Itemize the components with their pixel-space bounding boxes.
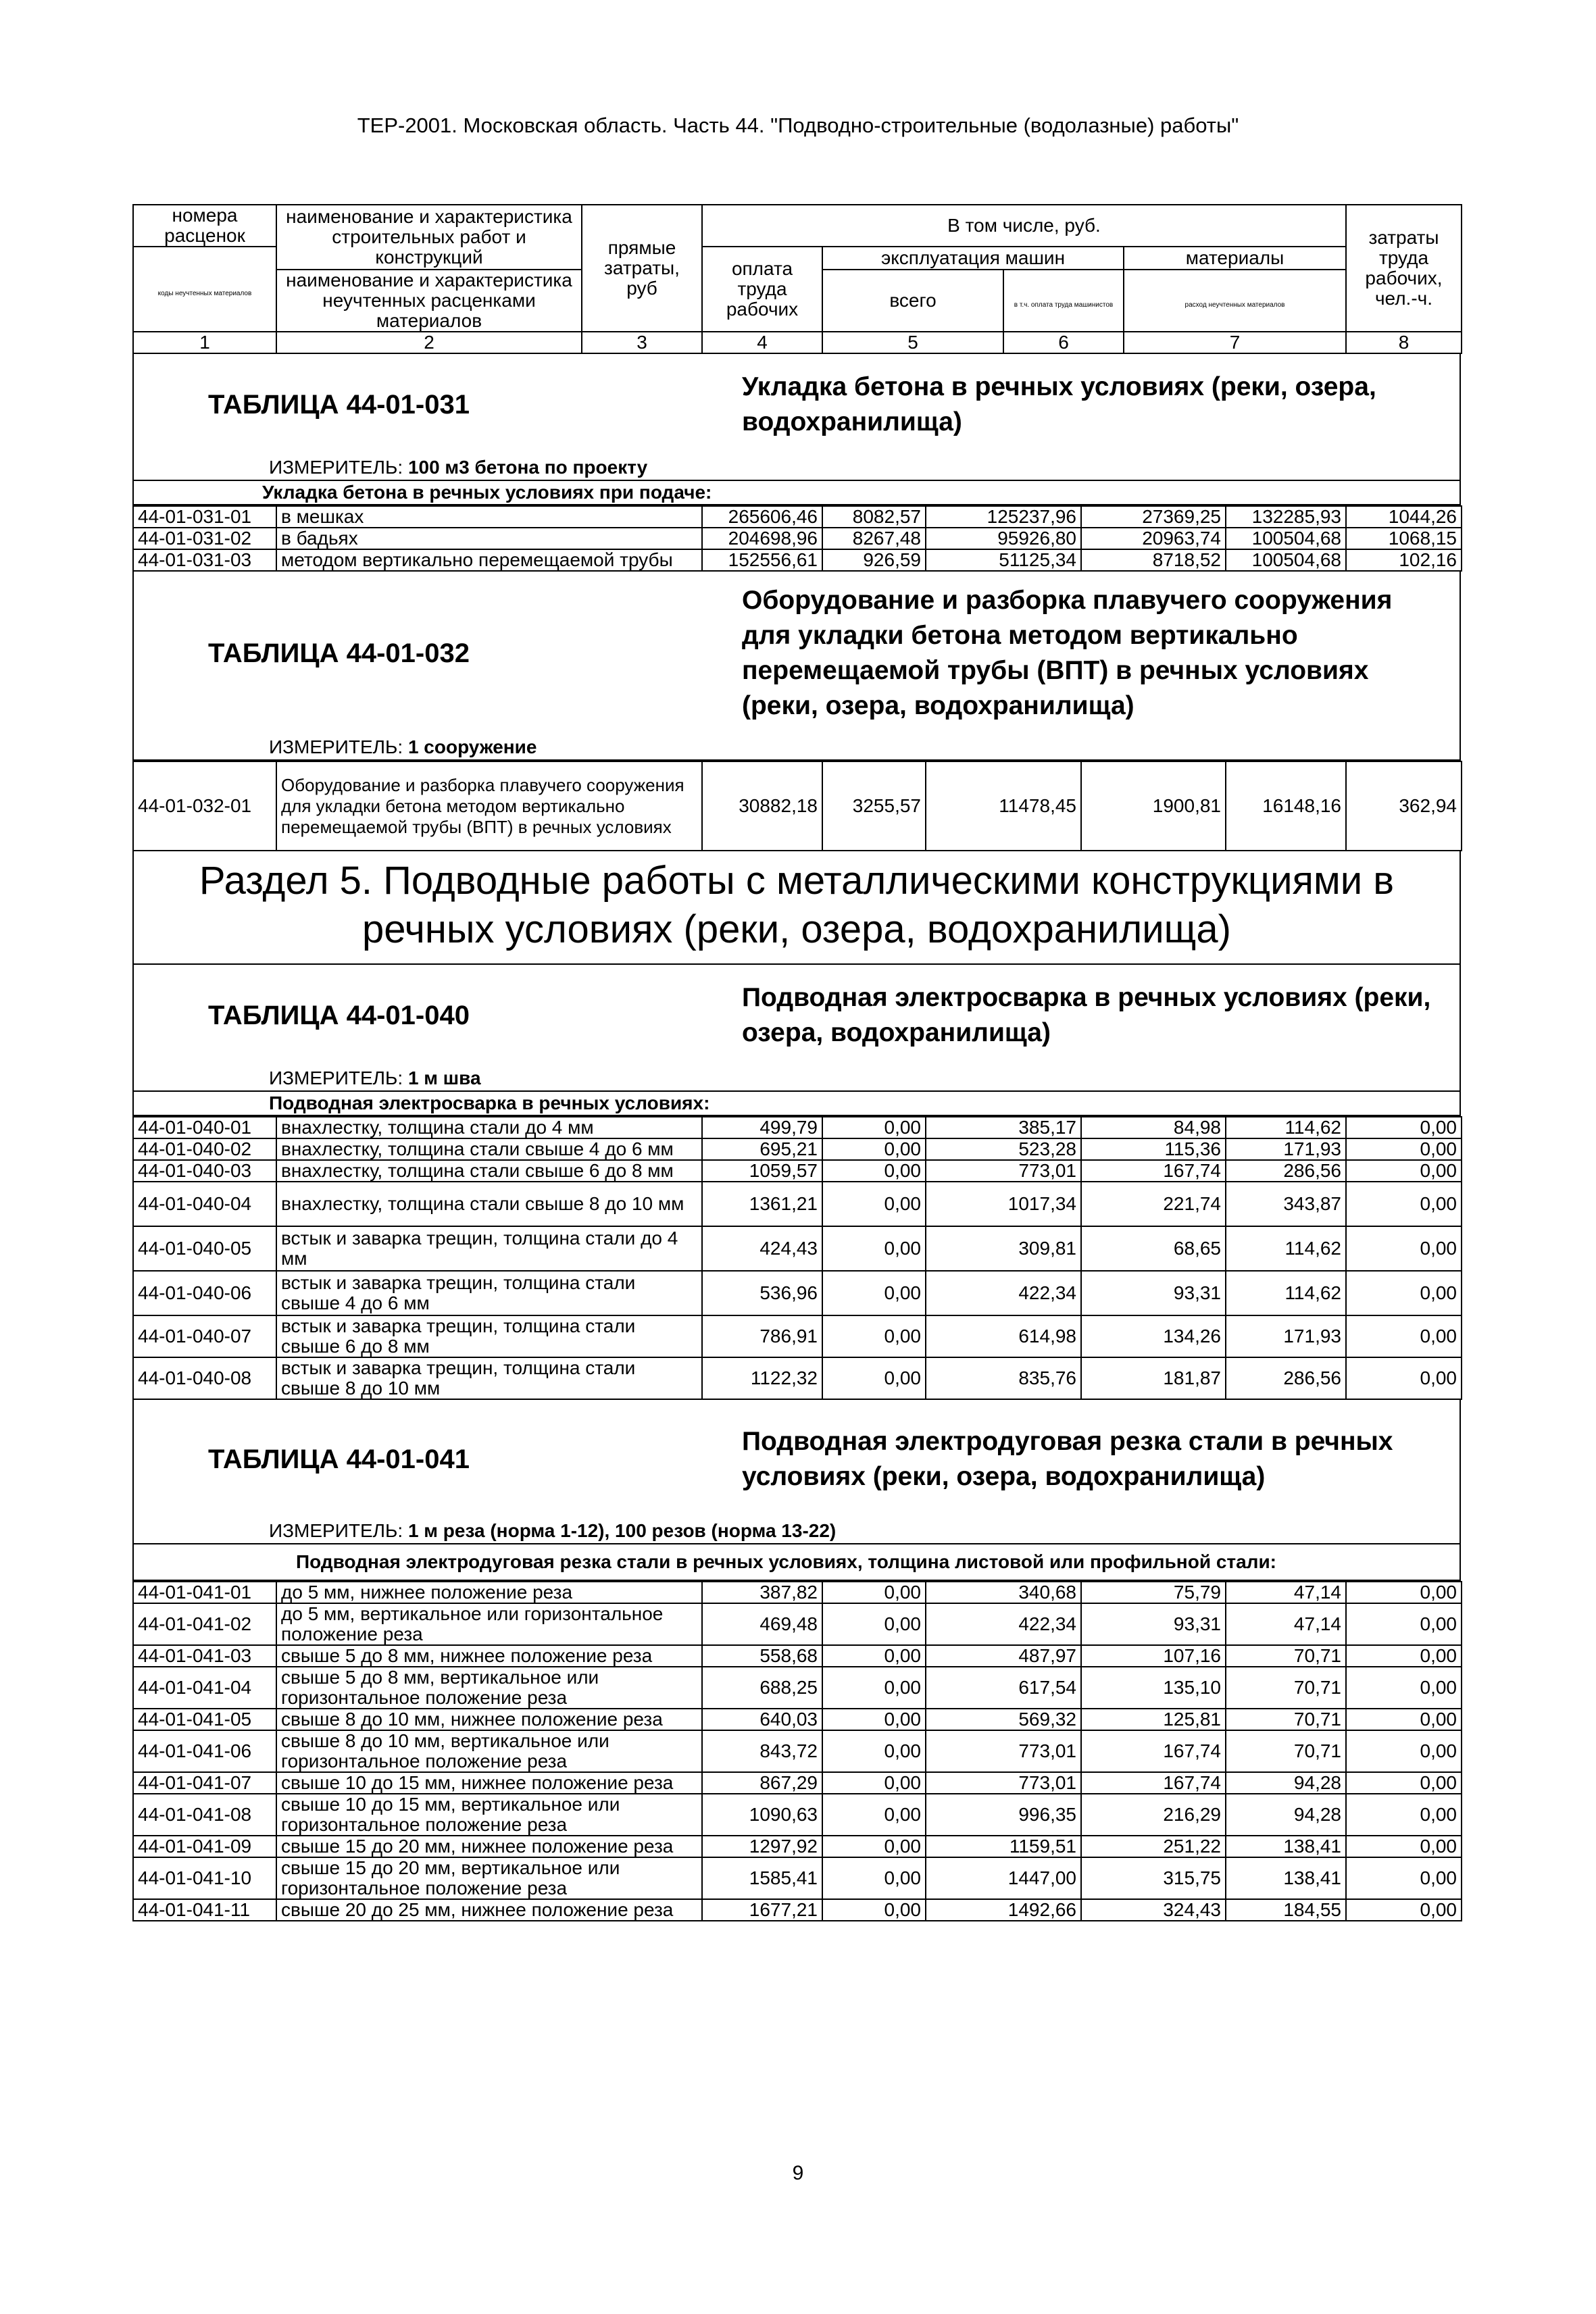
value-c8: 0,00 — [1346, 1857, 1462, 1899]
work-name: свыше 8 до 10 мм, вертикальное или горизонтальное положение реза — [276, 1730, 702, 1772]
table-code: ТАБЛИЦА 44-01-032 — [208, 638, 470, 668]
value-c8: 0,00 — [1346, 1357, 1462, 1399]
header-col4: оплата труда рабочих — [702, 247, 822, 332]
value-c6: 125,81 — [1081, 1709, 1226, 1730]
rate-code: 44-01-040-07 — [133, 1315, 276, 1357]
table-name: Подводная электросварка в речных условиях (реки, озера, водохранилища) — [742, 983, 1431, 1047]
value-c4: 0,00 — [822, 1645, 926, 1667]
value-c5: 1447,00 — [926, 1857, 1081, 1899]
table-row — [133, 549, 1462, 571]
work-name: свыше 5 до 8 мм, нижнее положение реза — [276, 1645, 702, 1667]
value-c4: 0,00 — [822, 1271, 926, 1315]
value-c6: 93,31 — [1081, 1603, 1226, 1645]
value-c5: 422,34 — [926, 1271, 1081, 1315]
value-c4: 0,00 — [822, 1772, 926, 1794]
header-machines: эксплуатация машин — [822, 247, 1124, 270]
value-c4: 0,00 — [822, 1160, 926, 1182]
value-c3: 1122,32 — [702, 1357, 822, 1399]
subheader: Подводная электросварка в речных условиях: — [134, 1090, 1460, 1115]
value-c8: 0,00 — [1346, 1603, 1462, 1645]
work-name: внахлестку, толщина стали свыше 6 до 8 мм — [276, 1160, 702, 1182]
header-col1-top: номера расценок — [133, 205, 276, 247]
col-num-7: 7 — [1124, 332, 1346, 353]
value-c3: 387,82 — [702, 1582, 822, 1603]
table-row — [133, 1271, 1462, 1315]
value-c7: 138,41 — [1226, 1857, 1346, 1899]
value-c3: 469,48 — [702, 1603, 822, 1645]
rows-44-01-041 — [132, 1581, 1462, 1921]
value-c4: 0,00 — [822, 1226, 926, 1271]
unit-label: ИЗМЕРИТЕЛЬ: — [269, 457, 403, 478]
table-code: ТАБЛИЦА 44-01-040 — [208, 1000, 470, 1030]
table-row — [133, 1667, 1462, 1709]
value-c4: 0,00 — [822, 1794, 926, 1836]
value-c7: 100504,68 — [1226, 528, 1346, 549]
unit-label: ИЗМЕРИТЕЛЬ: — [269, 1520, 403, 1541]
work-name: внахлестку, толщина стали свыше 8 до 10 мм — [276, 1182, 702, 1226]
value-c6: 115,36 — [1081, 1138, 1226, 1160]
table-name: Оборудование и разборка плавучего сооружения для укладки бетона методом вертикально перемещаемой трубы (ВПТ) в речных условиях (реки, озера, водохранилища) — [742, 586, 1393, 720]
value-c6: 20963,74 — [1081, 528, 1226, 549]
section-title: Раздел 5. Подводные работы с металлическими конструкциями в речных условиях (реки, озера, водохранилища) — [199, 859, 1395, 951]
header-col3: прямые затраты, руб — [582, 205, 702, 332]
value-c3: 1361,21 — [702, 1182, 822, 1226]
table-row — [133, 1794, 1462, 1836]
value-c3: 843,72 — [702, 1730, 822, 1772]
unit-line — [134, 1519, 1460, 1543]
page-header: ТЕР-2001. Московская область. Часть 44. "Подводно-строительные (водолазные) работы" — [357, 114, 1239, 137]
rate-code: 44-01-040-02 — [133, 1138, 276, 1160]
table-row — [133, 528, 1462, 549]
unit-value: 1 м шва — [407, 1067, 481, 1088]
work-name: внахлестку, толщина стали свыше 4 до 6 мм — [276, 1138, 702, 1160]
unit-label: ИЗМЕРИТЕЛЬ: — [269, 736, 403, 757]
value-c6: 75,79 — [1081, 1582, 1226, 1603]
table-row — [133, 1160, 1462, 1182]
table-row — [133, 1709, 1462, 1730]
value-c3: 1059,57 — [702, 1160, 822, 1182]
unit-line — [134, 735, 1460, 759]
value-c8: 0,00 — [1346, 1160, 1462, 1182]
value-c3: 695,21 — [702, 1138, 822, 1160]
value-c8: 0,00 — [1346, 1226, 1462, 1271]
value-c7: 70,71 — [1226, 1667, 1346, 1709]
column-header — [132, 204, 1462, 354]
value-c5: 422,34 — [926, 1603, 1081, 1645]
work-name: свыше 15 до 20 мм, вертикальное или горизонтальное положение реза — [276, 1857, 702, 1899]
table-row — [133, 1603, 1462, 1645]
value-c7: 70,71 — [1226, 1730, 1346, 1772]
col-num-2: 2 — [276, 332, 582, 353]
value-c5: 340,68 — [926, 1582, 1081, 1603]
work-name: в бадьях — [276, 528, 702, 549]
col-num-4: 4 — [702, 332, 822, 353]
value-c6: 315,75 — [1081, 1857, 1226, 1899]
table-code: ТАБЛИЦА 44-01-041 — [208, 1444, 470, 1474]
rate-code: 44-01-040-01 — [133, 1117, 276, 1138]
rate-code: 44-01-041-11 — [133, 1899, 276, 1921]
value-c7: 47,14 — [1226, 1582, 1346, 1603]
table-44-01-040 — [132, 965, 1461, 1116]
rate-code: 44-01-041-05 — [133, 1709, 276, 1730]
price-sheet — [132, 204, 1461, 1921]
value-c5: 569,32 — [926, 1709, 1081, 1730]
rate-code: 44-01-041-07 — [133, 1772, 276, 1794]
value-c7: 138,41 — [1226, 1836, 1346, 1857]
value-c3: 152556,61 — [702, 549, 822, 571]
table-row — [133, 1182, 1462, 1226]
rate-code: 44-01-031-01 — [133, 506, 276, 528]
value-c3: 867,29 — [702, 1772, 822, 1794]
value-c6: 167,74 — [1081, 1772, 1226, 1794]
value-c4: 0,00 — [822, 1857, 926, 1899]
value-c6: 68,65 — [1081, 1226, 1226, 1271]
value-c3: 204698,96 — [702, 528, 822, 549]
value-c3: 558,68 — [702, 1645, 822, 1667]
value-c4: 0,00 — [822, 1315, 926, 1357]
rate-code: 44-01-041-03 — [133, 1645, 276, 1667]
table-row — [133, 1857, 1462, 1899]
col-num-3: 3 — [582, 332, 702, 353]
table-code: ТАБЛИЦА 44-01-031 — [208, 389, 470, 420]
rate-code: 44-01-041-09 — [133, 1836, 276, 1857]
rate-code: 44-01-041-08 — [133, 1794, 276, 1836]
rate-code: 44-01-041-01 — [133, 1582, 276, 1603]
value-c6: 251,22 — [1081, 1836, 1226, 1857]
value-c3: 688,25 — [702, 1667, 822, 1709]
value-c5: 617,54 — [926, 1667, 1081, 1709]
header-col5: всего — [822, 270, 1003, 332]
table-row — [133, 506, 1462, 528]
rate-code: 44-01-040-06 — [133, 1271, 276, 1315]
value-c7: 114,62 — [1226, 1271, 1346, 1315]
col-num-8: 8 — [1346, 332, 1462, 353]
value-c5: 125237,96 — [926, 506, 1081, 528]
work-name: свыше 15 до 20 мм, нижнее положение реза — [276, 1836, 702, 1857]
page-number: 9 — [792, 2162, 804, 2184]
value-c3: 640,03 — [702, 1709, 822, 1730]
value-c3: 786,91 — [702, 1315, 822, 1357]
work-name: в мешках — [276, 506, 702, 528]
rate-code: 44-01-040-03 — [133, 1160, 276, 1182]
table-row — [133, 1315, 1462, 1357]
value-c3: 1677,21 — [702, 1899, 822, 1921]
value-c6: 167,74 — [1081, 1160, 1226, 1182]
value-c6: 167,74 — [1081, 1730, 1226, 1772]
table-row — [133, 1645, 1462, 1667]
value-c7: 100504,68 — [1226, 549, 1346, 571]
work-name: встык и заварка трещин, толщина стали свыше 6 до 8 мм — [276, 1315, 702, 1357]
value-c5: 487,97 — [926, 1645, 1081, 1667]
value-c8: 0,00 — [1346, 1772, 1462, 1794]
subheader: Укладка бетона в речных условиях при подаче: — [134, 480, 1460, 504]
work-name: встык и заварка трещин, толщина стали свыше 4 до 6 мм — [276, 1271, 702, 1315]
value-c7: 171,93 — [1226, 1315, 1346, 1357]
value-c6: 134,26 — [1081, 1315, 1226, 1357]
value-c5: 835,76 — [926, 1357, 1081, 1399]
value-c4: 0,00 — [822, 1117, 926, 1138]
table-44-01-032 — [132, 572, 1461, 761]
unit-line — [134, 1066, 1460, 1090]
value-c6: 221,74 — [1081, 1182, 1226, 1226]
col-num-1: 1 — [133, 332, 276, 353]
value-c8: 0,00 — [1346, 1582, 1462, 1603]
value-c6: 216,29 — [1081, 1794, 1226, 1836]
value-c4: 8082,57 — [822, 506, 926, 528]
value-c5: 523,28 — [926, 1138, 1081, 1160]
value-c8: 0,00 — [1346, 1794, 1462, 1836]
table-row — [133, 1117, 1462, 1138]
value-c4: 0,00 — [822, 1182, 926, 1226]
value-c6: 8718,52 — [1081, 549, 1226, 571]
header-materials: материалы — [1124, 247, 1346, 270]
work-name: внахлестку, толщина стали до 4 мм — [276, 1117, 702, 1138]
value-c6: 84,98 — [1081, 1117, 1226, 1138]
value-c3: 1090,63 — [702, 1794, 822, 1836]
value-c7: 47,14 — [1226, 1603, 1346, 1645]
value-c4: 3255,57 — [822, 761, 926, 851]
table-row — [133, 1138, 1462, 1160]
work-name: свыше 20 до 25 мм, нижнее положение реза — [276, 1899, 702, 1921]
value-c8: 0,00 — [1346, 1645, 1462, 1667]
value-c5: 773,01 — [926, 1730, 1081, 1772]
value-c7: 132285,93 — [1226, 506, 1346, 528]
value-c8: 0,00 — [1346, 1138, 1462, 1160]
value-c8: 0,00 — [1346, 1667, 1462, 1709]
value-c7: 286,56 — [1226, 1357, 1346, 1399]
value-c8: 1068,15 — [1346, 528, 1462, 549]
value-c7: 184,55 — [1226, 1899, 1346, 1921]
rate-code: 44-01-041-04 — [133, 1667, 276, 1709]
value-c4: 0,00 — [822, 1899, 926, 1921]
value-c7: 16148,16 — [1226, 761, 1346, 851]
col-num-6: 6 — [1003, 332, 1124, 353]
value-c6: 1900,81 — [1081, 761, 1226, 851]
value-c8: 0,00 — [1346, 1271, 1462, 1315]
value-c8: 0,00 — [1346, 1730, 1462, 1772]
value-c4: 926,59 — [822, 549, 926, 571]
value-c7: 114,62 — [1226, 1117, 1346, 1138]
value-c3: 499,79 — [702, 1117, 822, 1138]
table-name: Подводная электродуговая резка стали в речных условиях (реки, озера, водохранилища) — [742, 1427, 1393, 1491]
rate-code: 44-01-040-04 — [133, 1182, 276, 1226]
value-c6: 135,10 — [1081, 1667, 1226, 1709]
value-c5: 1159,51 — [926, 1836, 1081, 1857]
value-c4: 0,00 — [822, 1582, 926, 1603]
unit-value: 100 м3 бетона по проекту — [407, 457, 648, 478]
value-c7: 70,71 — [1226, 1709, 1346, 1730]
table-row — [133, 1357, 1462, 1399]
value-c8: 0,00 — [1346, 1315, 1462, 1357]
work-name: свыше 10 до 15 мм, вертикальное или горизонтальное положение реза — [276, 1794, 702, 1836]
rows-44-01-032 — [132, 761, 1462, 851]
value-c8: 0,00 — [1346, 1117, 1462, 1138]
value-c7: 286,56 — [1226, 1160, 1346, 1182]
header-incl: В том числе, руб. — [702, 205, 1346, 247]
value-c5: 51125,34 — [926, 549, 1081, 571]
value-c6: 93,31 — [1081, 1271, 1226, 1315]
subheader: Подводная электродуговая резка стали в речных условиях, толщина листовой или профильной стали: — [134, 1543, 1460, 1580]
value-c6: 324,43 — [1081, 1899, 1226, 1921]
value-c8: 0,00 — [1346, 1899, 1462, 1921]
value-c4: 0,00 — [822, 1709, 926, 1730]
rate-code: 44-01-041-02 — [133, 1603, 276, 1645]
header-col7: расход неучтенных материалов — [1124, 270, 1346, 332]
value-c5: 773,01 — [926, 1160, 1081, 1182]
table-row — [133, 1582, 1462, 1603]
work-name: встык и заварка трещин, толщина стали свыше 8 до 10 мм — [276, 1357, 702, 1399]
value-c8: 0,00 — [1346, 1709, 1462, 1730]
value-c8: 362,94 — [1346, 761, 1462, 851]
header-col1-bottom: коды неучтенных материалов — [133, 247, 276, 332]
value-c5: 614,98 — [926, 1315, 1081, 1357]
value-c4: 0,00 — [822, 1667, 926, 1709]
value-c8: 0,00 — [1346, 1182, 1462, 1226]
table-row — [133, 1730, 1462, 1772]
work-name: Оборудование и разборка плавучего сооружения для укладки бетона методом вертикально перемещаемой трубы (ВПТ) в речных условиях — [276, 761, 702, 851]
value-c3: 1297,92 — [702, 1836, 822, 1857]
value-c7: 70,71 — [1226, 1645, 1346, 1667]
value-c5: 1492,66 — [926, 1899, 1081, 1921]
col-num-5: 5 — [822, 332, 1003, 353]
value-c3: 536,96 — [702, 1271, 822, 1315]
table-row — [133, 1226, 1462, 1271]
value-c6: 27369,25 — [1081, 506, 1226, 528]
value-c7: 94,28 — [1226, 1772, 1346, 1794]
value-c5: 309,81 — [926, 1226, 1081, 1271]
work-name: методом вертикально перемещаемой трубы — [276, 549, 702, 571]
table-44-01-041 — [132, 1400, 1461, 1581]
table-row — [133, 1772, 1462, 1794]
value-c5: 773,01 — [926, 1772, 1081, 1794]
unit-value: 1 м реза (норма 1-12), 100 резов (норма 13-22) — [407, 1520, 837, 1541]
value-c4: 0,00 — [822, 1730, 926, 1772]
header-col2-top: наименование и характеристика строительных работ и конструкций — [276, 205, 582, 270]
value-c5: 996,35 — [926, 1794, 1081, 1836]
unit-label: ИЗМЕРИТЕЛЬ: — [269, 1067, 403, 1088]
unit-line — [134, 455, 1460, 480]
value-c4: 0,00 — [822, 1836, 926, 1857]
work-name: до 5 мм, нижнее положение реза — [276, 1582, 702, 1603]
work-name: до 5 мм, вертикальное или горизонтальное положение реза — [276, 1603, 702, 1645]
unit-value: 1 сооружение — [407, 736, 537, 757]
value-c3: 1585,41 — [702, 1857, 822, 1899]
rate-code: 44-01-031-03 — [133, 549, 276, 571]
value-c7: 171,93 — [1226, 1138, 1346, 1160]
value-c4: 8267,48 — [822, 528, 926, 549]
value-c8: 0,00 — [1346, 1836, 1462, 1857]
rows-44-01-040 — [132, 1116, 1462, 1400]
value-c5: 11478,45 — [926, 761, 1081, 851]
value-c6: 107,16 — [1081, 1645, 1226, 1667]
rate-code: 44-01-040-05 — [133, 1226, 276, 1271]
value-c8: 102,16 — [1346, 549, 1462, 571]
work-name: свыше 8 до 10 мм, нижнее положение реза — [276, 1709, 702, 1730]
value-c5: 95926,80 — [926, 528, 1081, 549]
table-44-01-031 — [132, 354, 1461, 505]
header-col6: в т.ч. оплата труда машинистов — [1003, 270, 1124, 332]
value-c4: 0,00 — [822, 1357, 926, 1399]
value-c5: 1017,34 — [926, 1182, 1081, 1226]
value-c4: 0,00 — [822, 1603, 926, 1645]
table-row — [133, 761, 1462, 851]
value-c7: 94,28 — [1226, 1794, 1346, 1836]
value-c7: 114,62 — [1226, 1226, 1346, 1271]
value-c3: 424,43 — [702, 1226, 822, 1271]
value-c7: 343,87 — [1226, 1182, 1346, 1226]
value-c3: 30882,18 — [702, 761, 822, 851]
rate-code: 44-01-040-08 — [133, 1357, 276, 1399]
table-name: Укладка бетона в речных условиях (реки, озера, водохранилища) — [742, 372, 1376, 436]
header-col2-bottom: наименование и характеристика неучтенных расценками материалов — [276, 270, 582, 332]
value-c4: 0,00 — [822, 1138, 926, 1160]
value-c8: 1044,26 — [1346, 506, 1462, 528]
rate-code: 44-01-041-10 — [133, 1857, 276, 1899]
value-c3: 265606,46 — [702, 506, 822, 528]
rows-44-01-031 — [132, 505, 1462, 572]
work-name: свыше 5 до 8 мм, вертикальное или горизонтальное положение реза — [276, 1667, 702, 1709]
rate-code: 44-01-041-06 — [133, 1730, 276, 1772]
table-row — [133, 1836, 1462, 1857]
value-c5: 385,17 — [926, 1117, 1081, 1138]
work-name: свыше 10 до 15 мм, нижнее положение реза — [276, 1772, 702, 1794]
header-col8: затраты труда рабочих, чел.-ч. — [1346, 205, 1462, 332]
table-row — [133, 1899, 1462, 1921]
rate-code: 44-01-031-02 — [133, 528, 276, 549]
value-c6: 181,87 — [1081, 1357, 1226, 1399]
rate-code: 44-01-032-01 — [133, 761, 276, 851]
work-name: встык и заварка трещин, толщина стали до 4 мм — [276, 1226, 702, 1271]
section-5 — [132, 851, 1461, 965]
